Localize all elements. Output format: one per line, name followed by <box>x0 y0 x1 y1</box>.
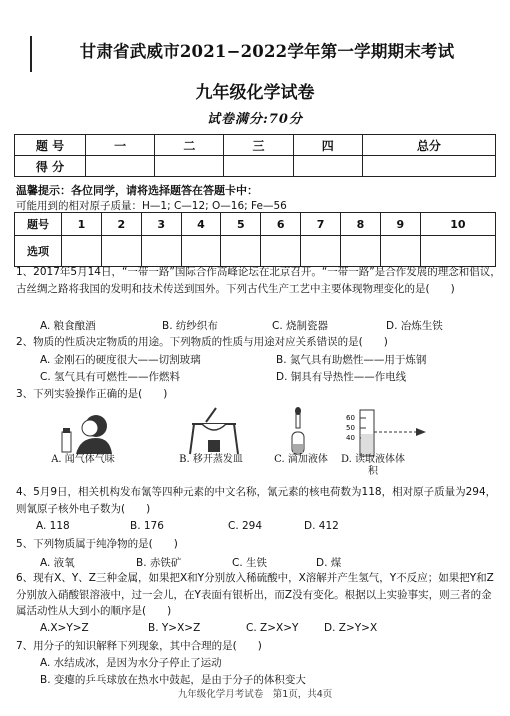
smell-gas-figure <box>52 408 116 456</box>
cylinder-tick-label: 50 <box>346 424 355 432</box>
score-row-label: 得 分 <box>15 156 86 177</box>
figure-caption-b: B. 移开蒸发皿 <box>179 454 243 465</box>
question-number-cell: 8 <box>341 213 381 236</box>
question-5-text: 5、下列物质属于纯净物的是( ) <box>16 538 178 550</box>
question-2-text: 2、物质的性质决定物质的用途。下列物质的性质与用途对应关系错误的是( ) <box>16 336 388 348</box>
answer-row-label: 选项 <box>15 236 62 267</box>
option-d: D. 冶炼生铁 <box>386 320 443 332</box>
answer-cell[interactable] <box>380 236 420 267</box>
full-score-note: 试卷满分:70分 <box>207 112 303 127</box>
score-cell[interactable] <box>86 156 155 177</box>
score-header-cell: 一 <box>86 135 155 156</box>
option-d: D. 412 <box>304 520 339 532</box>
page-footer: 九年级化学月考试卷 第1页，共4页 <box>177 689 333 700</box>
question-number-cell: 3 <box>141 213 181 236</box>
score-table <box>14 134 496 177</box>
question-1-text: 1、2017年5月14日，“一带一路”国际合作高峰论坛在北京召开。“一带一路”是合作发展的理念和倡议，古丝绸之路将我国的发明和技术传送到国外。下列古代生产工艺中主要体现物理变化的是( ) <box>16 266 501 295</box>
question-7-text: 7、用分子的知识解释下列现象，其中合理的是( ) <box>16 640 262 652</box>
option-a: A. 金刚石的硬度很大——切割玻璃 <box>40 354 201 366</box>
option-c: C. 烧制瓷器 <box>272 320 329 332</box>
question-number-cell: 5 <box>221 213 261 236</box>
answer-cell[interactable] <box>62 236 102 267</box>
score-cell[interactable] <box>155 156 224 177</box>
option-b: B. 赤铁矿 <box>136 557 182 569</box>
option-b: B. 变瘪的乒乓球放在热水中鼓起，是由于分子的体积变大 <box>40 674 306 686</box>
cylinder-tick-label: 40 <box>346 434 355 442</box>
question-number-cell: 10 <box>420 213 495 236</box>
figure-caption-d: D. 读取液体体积 <box>340 454 406 477</box>
score-header-cell: 总分 <box>362 135 495 156</box>
question-number-cell: 2 <box>101 213 141 236</box>
cylinder-tick-label: 60 <box>346 414 355 422</box>
answer-cell[interactable] <box>261 236 301 267</box>
score-header-cell: 四 <box>293 135 362 156</box>
answer-cell[interactable] <box>301 236 341 267</box>
question-3-text: 3、下列实验操作正确的是( ) <box>16 388 168 400</box>
answer-header-label: 题号 <box>15 213 62 236</box>
score-header-cell: 二 <box>155 135 224 156</box>
option-b: B. 176 <box>130 520 164 532</box>
answer-cell[interactable] <box>341 236 381 267</box>
option-d: D. Z>Y>X <box>324 622 378 634</box>
figure-caption-c: C. 滴加液体 <box>274 454 328 465</box>
score-header-cell: 题 号 <box>15 135 86 156</box>
read-volume-figure <box>346 408 430 458</box>
answer-cell[interactable] <box>420 236 495 267</box>
answer-table <box>14 212 496 267</box>
option-b: B. 纺纱织布 <box>162 320 218 332</box>
question-6-text: 6、现有X、Y、Z三种金属，如果把X和Y分别放入稀硫酸中，X溶解并产生氢气，Y不反应；如果把Y和Z分别放入硝酸银溶液中，过一会儿，在Y表面有银析出，而Z没有变化。根据以上实验事实，则三者的金属活动性从大到小的顺序是( ) <box>16 572 494 617</box>
score-cell[interactable] <box>224 156 293 177</box>
answer-table-number-row <box>15 213 496 236</box>
option-a: A.X>Y>Z <box>40 622 89 634</box>
option-a: A. 水结成冰，是因为水分子停止了运动 <box>40 657 222 669</box>
option-c: C. 氢气具有可燃性——作燃料 <box>40 371 181 383</box>
question-number-cell: 7 <box>301 213 341 236</box>
question-number-cell: 9 <box>380 213 420 236</box>
score-table-header-row <box>15 135 496 156</box>
option-b: B. 氮气具有助燃性——用于炼钢 <box>276 354 427 366</box>
option-d: D. 铜具有导热性——作电线 <box>276 371 407 383</box>
question-number-cell: 4 <box>181 213 221 236</box>
answer-table-choice-row <box>15 236 496 267</box>
answer-cell[interactable] <box>141 236 181 267</box>
exam-title: 甘肃省武威市2021−2022学年第一学期期末考试 <box>79 42 455 61</box>
option-b: B. Y>X>Z <box>148 622 201 634</box>
score-cell[interactable] <box>362 156 495 177</box>
figure-caption-a: A. 闻气体气味 <box>51 454 115 465</box>
question-number-cell: 1 <box>62 213 102 236</box>
exam-subtitle: 九年级化学试卷 <box>195 83 315 103</box>
question-4-text: 4、5月9日，相关机构发布氰等四种元素的中文名称，氰元素的核电荷数为118，相对原子质量为294，则氰原子核外电子数为( ) <box>16 486 497 515</box>
option-c: C. Z>X>Y <box>246 622 299 634</box>
score-table-score-row <box>15 156 496 177</box>
instruction-hint: 温馨提示：各位同学，请将选择题答在答题卡中： <box>16 184 258 197</box>
option-c: C. 生铁 <box>232 557 268 569</box>
option-d: D. 煤 <box>316 557 342 569</box>
option-a: A. 118 <box>36 520 70 532</box>
answer-cell[interactable] <box>181 236 221 267</box>
atomic-masses-line: 可能用到的相对原子质量：H—1; C—12; O—16; Fe—56 <box>16 200 287 212</box>
score-cell[interactable] <box>293 156 362 177</box>
answer-cell[interactable] <box>221 236 261 267</box>
answer-cell[interactable] <box>101 236 141 267</box>
option-c: C. 294 <box>228 520 263 532</box>
evaporating-dish-figure <box>186 406 242 456</box>
score-header-cell: 三 <box>224 135 293 156</box>
add-liquid-figure <box>282 406 322 456</box>
question-number-cell: 6 <box>261 213 301 236</box>
option-a: A. 粮食酿酒 <box>40 320 96 332</box>
option-a: A. 液氧 <box>40 557 75 569</box>
